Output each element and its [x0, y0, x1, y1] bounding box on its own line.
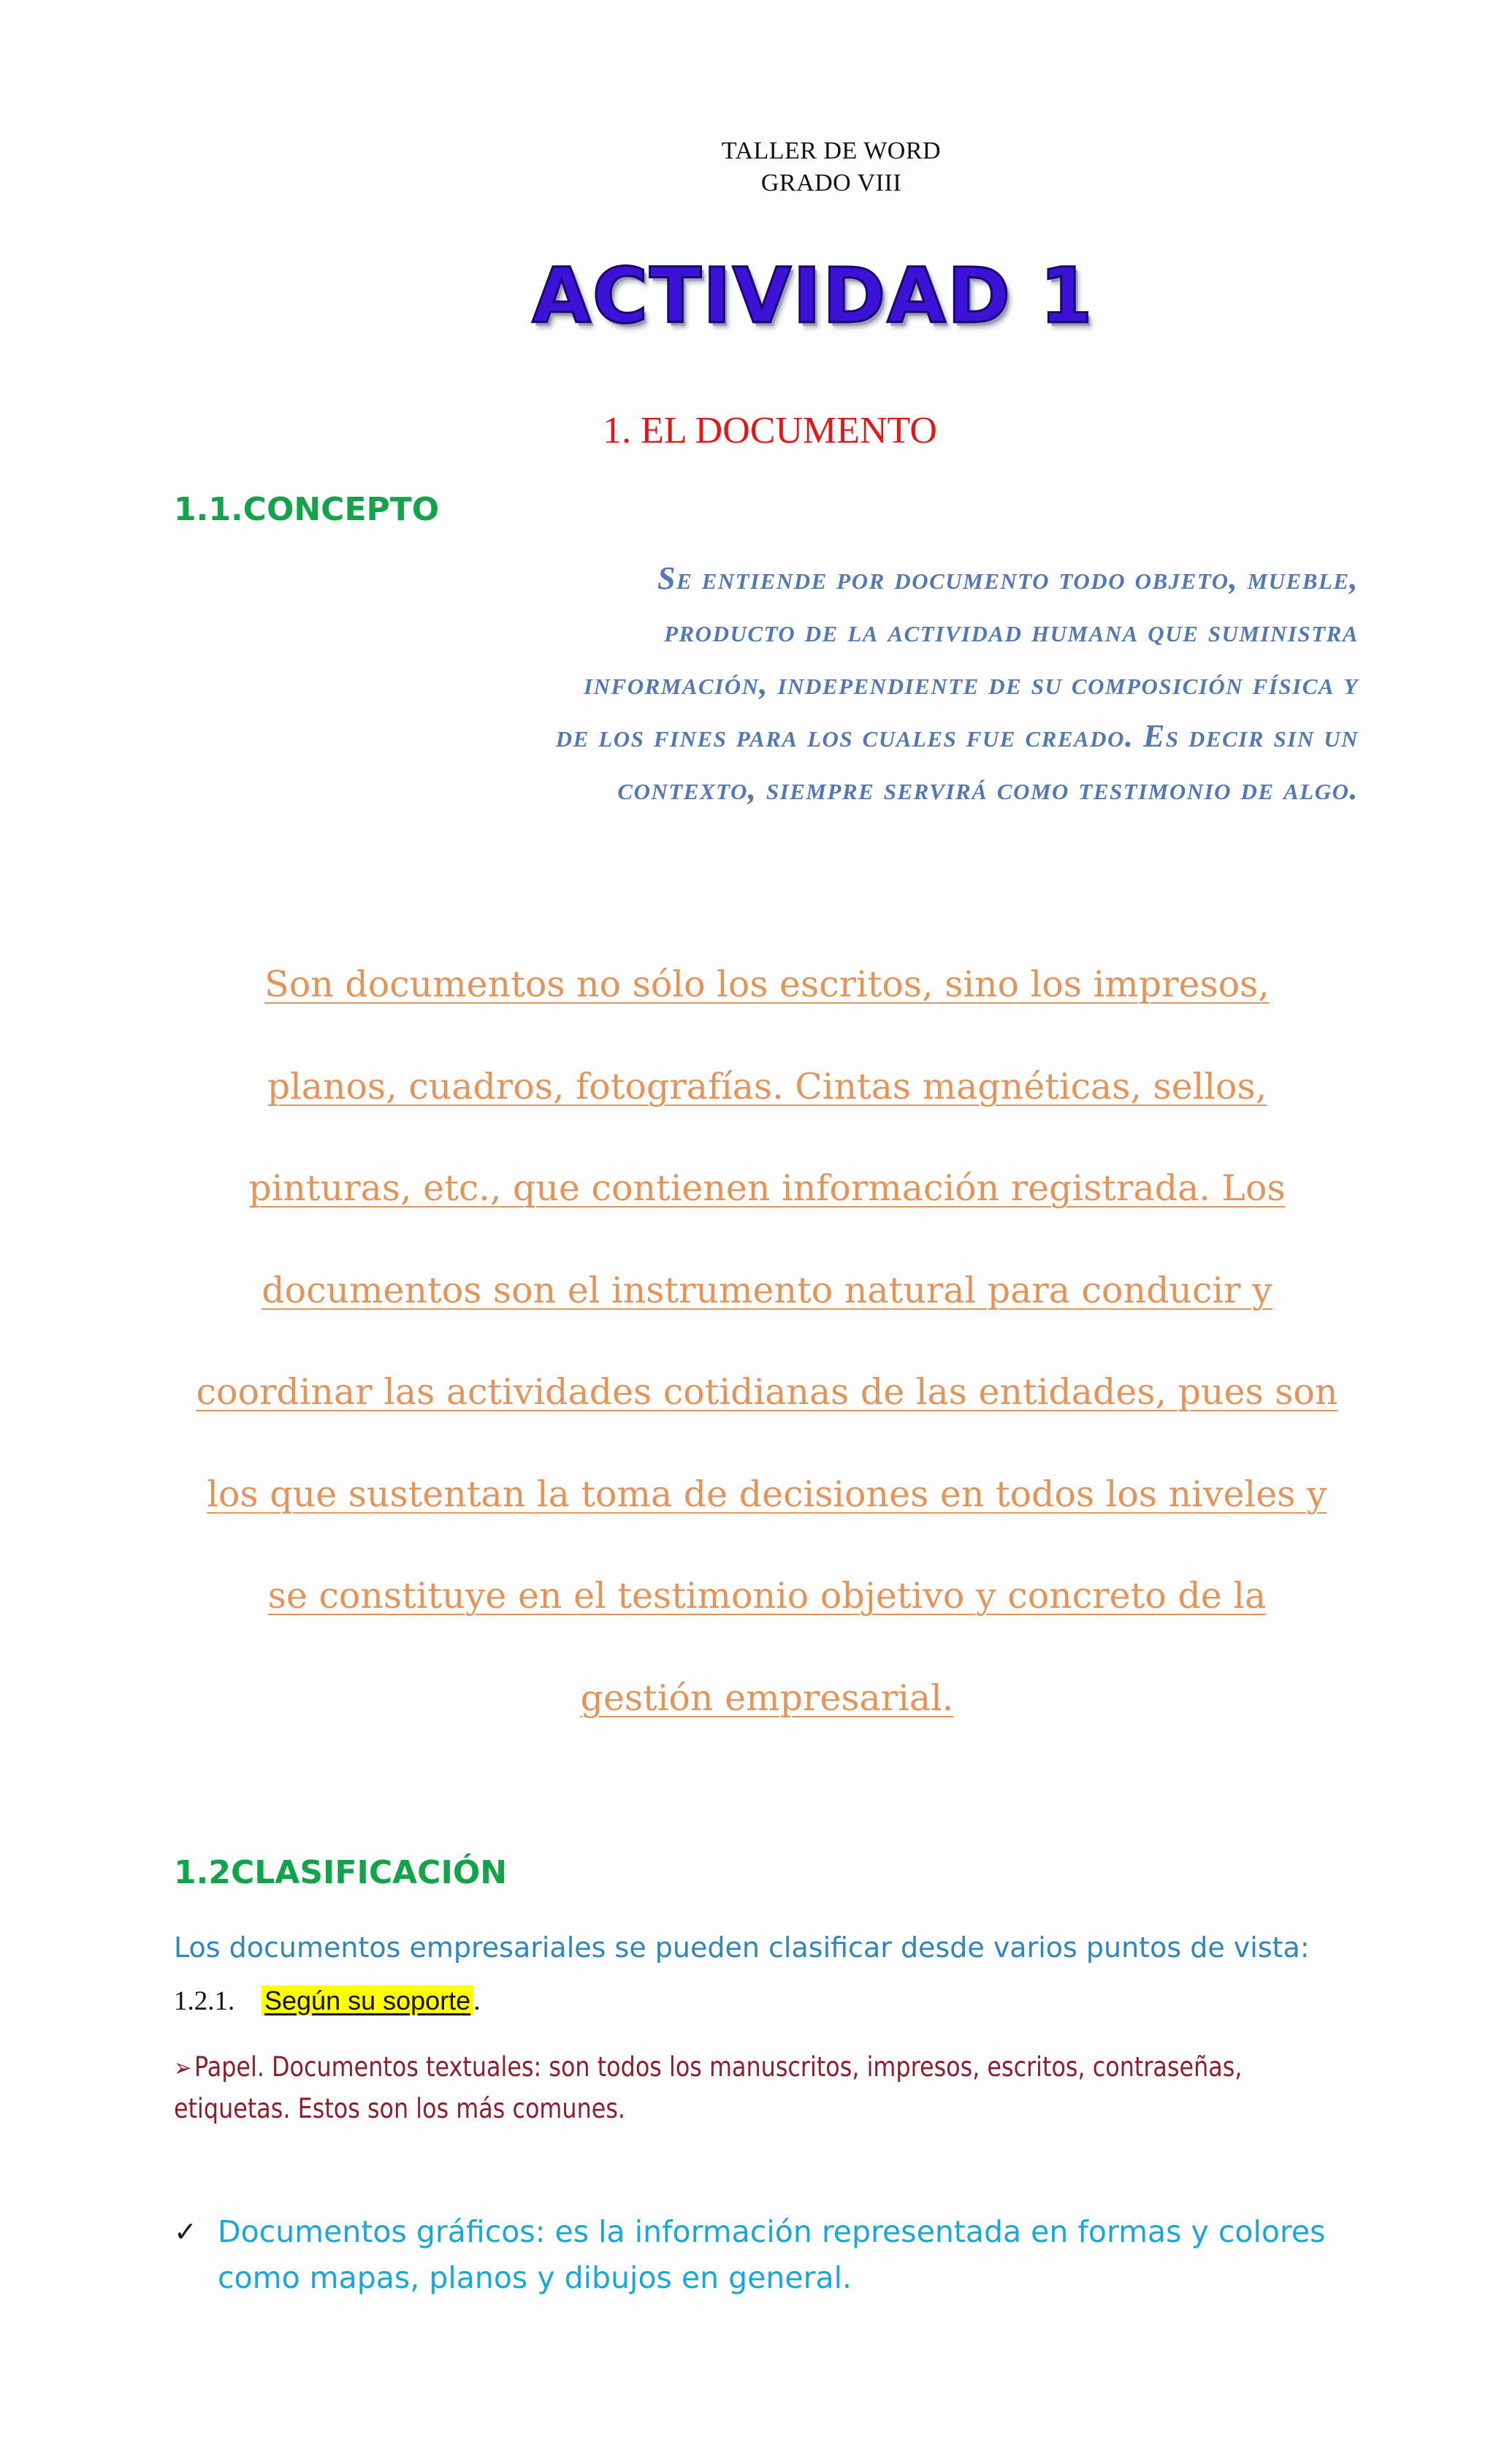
graphic-bullet: [174, 2209, 1372, 2301]
header-course: TALLER DE WORD: [721, 137, 942, 164]
paper-bullet-text: Papel. Documentos textuales: son todos los manuscritos, impresos, escritos, contraseñas, etiquetas. Estos son los más comunes.: [174, 2051, 1243, 2124]
section-title: 1. EL DOCUMENTO: [603, 410, 937, 451]
classification-heading: 1.2CLASIFICACIÓN: [174, 1854, 508, 1891]
paragraph-line-text: pinturas, etc., que contienen información registrada. Los: [248, 1167, 1286, 1209]
paragraph-line-text: se constituye en el testimonio objetivo y concreto de la: [267, 1575, 1267, 1617]
documents-paragraph: [168, 934, 1366, 1749]
paragraph-line: [168, 1443, 1366, 1546]
paragraph-line-text: los que sustentan la toma de decisiones en todos los niveles y: [207, 1473, 1327, 1515]
paragraph-line-text: gestión empresarial.: [580, 1677, 954, 1719]
concept-line: información, independiente de su composición física y: [584, 665, 1359, 701]
header-grade: GRADO VIII: [760, 169, 902, 197]
paragraph-line: [168, 934, 1366, 1036]
concept-line: Se entiende por documento todo objeto, mueble,: [657, 560, 1359, 596]
concept-text: [197, 552, 1359, 815]
paragraph-line: [168, 1545, 1366, 1647]
paragraph-line: [168, 1341, 1366, 1443]
paragraph-line: [168, 1647, 1366, 1750]
concept-line: contexto, siempre servirá como testimonio de algo.: [617, 771, 1359, 806]
graphic-bullet-text: Documentos gráficos: es la información representada en formas y colores como mapas, planos y dibujos en general.: [218, 2214, 1326, 2295]
paragraph-line: [168, 1036, 1366, 1138]
concept-line: de los fines para los cuales fue creado. Es decir sin un: [555, 718, 1359, 754]
activity-title: ACTIVIDAD 1: [532, 251, 1094, 340]
paragraph-line-text: planos, cuadros, fotografías. Cintas magnéticas, sellos,: [267, 1065, 1267, 1107]
paper-bullet: [174, 2047, 1357, 2129]
support-subheading: [174, 1986, 480, 2017]
subheading-number: 1.2.1.: [174, 1986, 235, 2016]
arrow-bullet-icon: ➢: [174, 2053, 192, 2083]
classification-intro: Los documentos empresariales se pueden clasificar desde varios puntos de vista:: [174, 1931, 1310, 1964]
paragraph-line-text: Son documentos no sólo los escritos, sino los impresos,: [264, 964, 1270, 1005]
subheading-suffix: .: [473, 1986, 481, 2016]
paragraph-line: [168, 1137, 1366, 1240]
concept-line: producto de la actividad humana que suministra: [664, 613, 1359, 649]
concept-heading: 1.1.CONCEPTO: [174, 491, 440, 528]
check-bullet-icon: ✓: [174, 2216, 197, 2248]
paragraph-line: [168, 1240, 1366, 1342]
subheading-label: Según su soporte: [262, 1986, 473, 2015]
paragraph-line-text: coordinar las actividades cotidianas de las entidades, pues son: [196, 1371, 1338, 1413]
paragraph-line-text: documentos son el instrumento natural para conducir y: [262, 1269, 1272, 1311]
